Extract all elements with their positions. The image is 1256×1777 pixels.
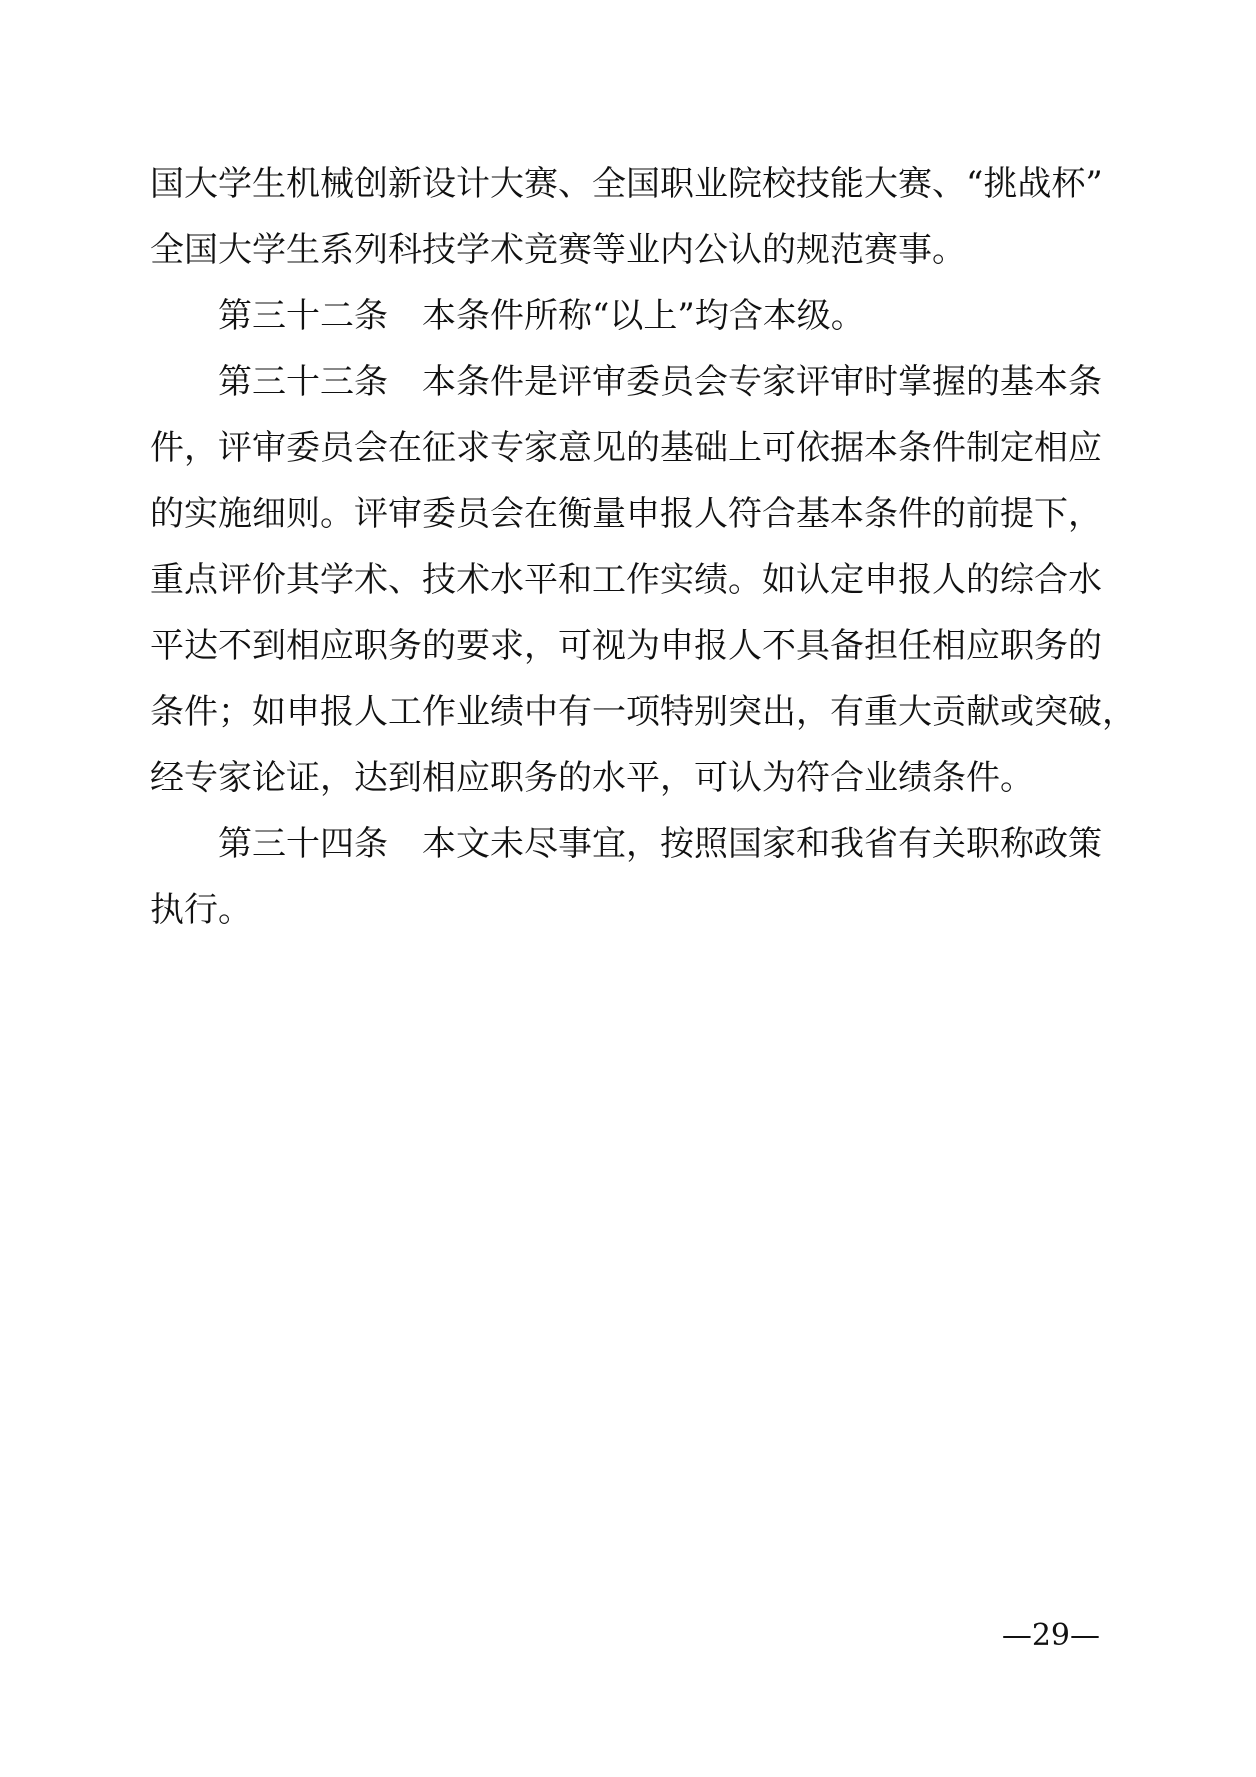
article-32-line: 第三十二条 本条件所称“以上”均含本级。	[218, 296, 865, 336]
text-line: 全国大学生系列科技学术竞赛等业内公认的规范赛事。	[150, 230, 966, 270]
text-line: 重点评价其学术、技术水平和工作实绩。如认定申报人的综合水	[150, 560, 1102, 600]
text-line: 国大学生机械创新设计大赛、全国职业院校技能大赛、“挑战杯”	[150, 164, 1103, 204]
page-number: —29—	[1001, 1618, 1100, 1653]
text-line: 件，评审委员会在征求专家意见的基础上可依据本条件制定相应	[150, 428, 1102, 468]
article-34-line: 第三十四条 本文未尽事宜，按照国家和我省有关职称政策	[218, 824, 1102, 864]
text-line: 经专家论证，达到相应职务的水平，可认为符合业绩条件。	[150, 758, 1034, 798]
text-line: 执行。	[150, 890, 252, 930]
document-body	[150, 151, 1136, 943]
text-line: 的实施细则。评审委员会在衡量申报人符合基本条件的前提下，	[150, 494, 1102, 534]
text-line: 平达不到相应职务的要求，可视为申报人不具备担任相应职务的	[150, 626, 1102, 666]
article-33-line: 第三十三条 本条件是评审委员会专家评审时掌握的基本条	[218, 362, 1102, 402]
text-line: 条件；如申报人工作业绩中有一项特别突出，有重大贡献或突破，	[150, 692, 1136, 732]
